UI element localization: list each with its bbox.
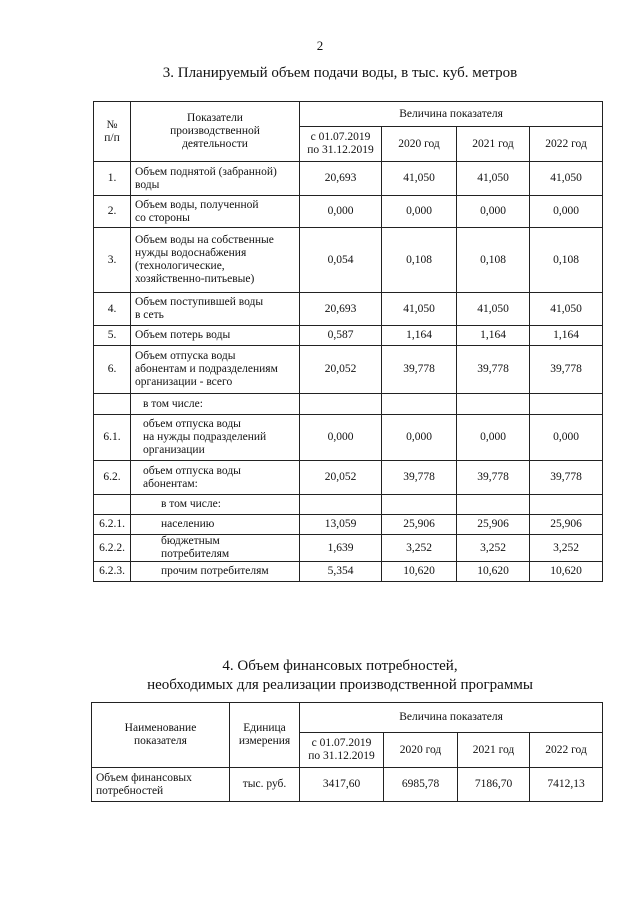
table-row [94,515,603,535]
row-indicator: бюджетным потребителям [131,535,300,562]
row-value: 0,000 [530,196,603,228]
row-number [94,394,131,415]
row-value: 41,050 [382,293,457,326]
row-value [457,394,530,415]
row-value [457,495,530,515]
row-value: 0,587 [300,326,382,346]
row-value: 13,059 [300,515,382,535]
header-period: 2021 год [457,127,530,162]
row-value: 41,050 [457,293,530,326]
row-value: 5,354 [300,562,382,582]
row-value: 25,906 [382,515,457,535]
row-number: 6.2.1. [94,515,131,535]
row-number: 4. [94,293,131,326]
header-period: 2021 год [458,733,530,768]
row-value [300,394,382,415]
row-value [300,495,382,515]
row-number: 6.2.3. [94,562,131,582]
header-period: с 01.07.2019 по 31.12.2019 [300,127,382,162]
row-indicator: Объем потерь воды [131,326,300,346]
row-indicator: Объем воды, полученной со стороны [131,196,300,228]
row-value: 41,050 [530,293,603,326]
header-period: 2022 год [530,127,603,162]
row-value: 20,052 [300,346,382,394]
row-value: 0,108 [457,228,530,293]
header-period: 2020 год [384,733,458,768]
row-value: 3,252 [530,535,603,562]
row-value: 25,906 [530,515,603,535]
row-value: 0,000 [457,196,530,228]
row-number: 6.2.2. [94,535,131,562]
financial-needs-table [91,702,603,802]
row-number: 6.2. [94,461,131,495]
section-3-title: 3. Планируемый объем подачи воды, в тыс. куб. метров [162,65,518,81]
row-value: 0,000 [300,415,382,461]
header-num: № п/п [94,102,131,162]
row-value: 0,054 [300,228,382,293]
header-period: 2020 год [382,127,457,162]
row-number: 5. [94,326,131,346]
row-value: 10,620 [530,562,603,582]
row-value: 39,778 [382,346,457,394]
row-value: 41,050 [530,162,603,196]
row-indicator: Объем поднятой (забранной) воды [131,162,300,196]
row-value: 0,000 [457,415,530,461]
row-indicator: объем отпуска воды на нужды подразделений организации [131,415,300,461]
table-row [92,768,603,802]
section-4-title: 4. Объем финансовых потребностей, необходимых для реализации производственной программы [147,658,533,693]
row-value: 0,000 [382,196,457,228]
row-value: 0,108 [382,228,457,293]
row-indicator: Объем отпуска воды абонентам и подразделениям организации - всего [131,346,300,394]
header-indicator: Показатели производственной деятельности [131,102,300,162]
row-value: 39,778 [457,461,530,495]
row-value: 41,050 [382,162,457,196]
row-value: 1,639 [300,535,382,562]
row-value: 0,108 [530,228,603,293]
table-row [94,162,603,196]
row-value: 3,252 [382,535,457,562]
row-value [530,495,603,515]
row-indicator: в том числе: [131,495,300,515]
table-row [94,461,603,495]
table-row [94,562,603,582]
row-value: 0,000 [382,415,457,461]
page-number: 2 [316,38,324,53]
row-value: 1,164 [457,326,530,346]
row-value [382,495,457,515]
row-value: 10,620 [457,562,530,582]
row-value: 0,000 [300,196,382,228]
header-value-group: Величина показателя [300,102,603,127]
row-indicator: Объем финансовых потребностей [92,768,230,802]
row-value [530,394,603,415]
row-number: 1. [94,162,131,196]
row-number: 6.1. [94,415,131,461]
header-period: 2022 год [530,733,603,768]
row-indicator: объем отпуска воды абонентам: [131,461,300,495]
row-value: 0,000 [530,415,603,461]
row-number: 3. [94,228,131,293]
table-row [94,394,603,415]
row-value: 7412,13 [530,768,603,802]
row-indicator: Объем поступившей воды в сеть [131,293,300,326]
row-value: 7186,70 [458,768,530,802]
row-value: 39,778 [530,461,603,495]
row-number [94,495,131,515]
row-value: 10,620 [382,562,457,582]
row-value: 39,778 [530,346,603,394]
table-row [94,326,603,346]
row-value: 41,050 [457,162,530,196]
table-row [94,346,603,394]
row-indicator: в том числе: [131,394,300,415]
row-value: 25,906 [457,515,530,535]
row-indicator: прочим потребителям [131,562,300,582]
table-row [94,535,603,562]
table-row [94,293,603,326]
row-value: 39,778 [457,346,530,394]
row-number: 2. [94,196,131,228]
row-value: 3417,60 [300,768,384,802]
table-row [94,196,603,228]
row-value: 1,164 [382,326,457,346]
row-value: 39,778 [382,461,457,495]
table-row [94,495,603,515]
row-number: 6. [94,346,131,394]
row-value: 20,693 [300,162,382,196]
header-name: Наименование показателя [92,703,230,768]
row-value: 20,052 [300,461,382,495]
row-value: 6985,78 [384,768,458,802]
water-supply-table [93,101,603,582]
header-value-group: Величина показателя [300,703,603,733]
row-value: 1,164 [530,326,603,346]
row-indicator: населению [131,515,300,535]
row-unit: тыс. руб. [230,768,300,802]
row-value: 20,693 [300,293,382,326]
row-indicator: Объем воды на собственные нужды водоснабжения (технологические, хозяйственно-питьевые) [131,228,300,293]
row-value [382,394,457,415]
header-unit: Единица измерения [230,703,300,768]
row-value: 3,252 [457,535,530,562]
header-period: с 01.07.2019 по 31.12.2019 [300,733,384,768]
table-row [94,415,603,461]
table-row [94,228,603,293]
